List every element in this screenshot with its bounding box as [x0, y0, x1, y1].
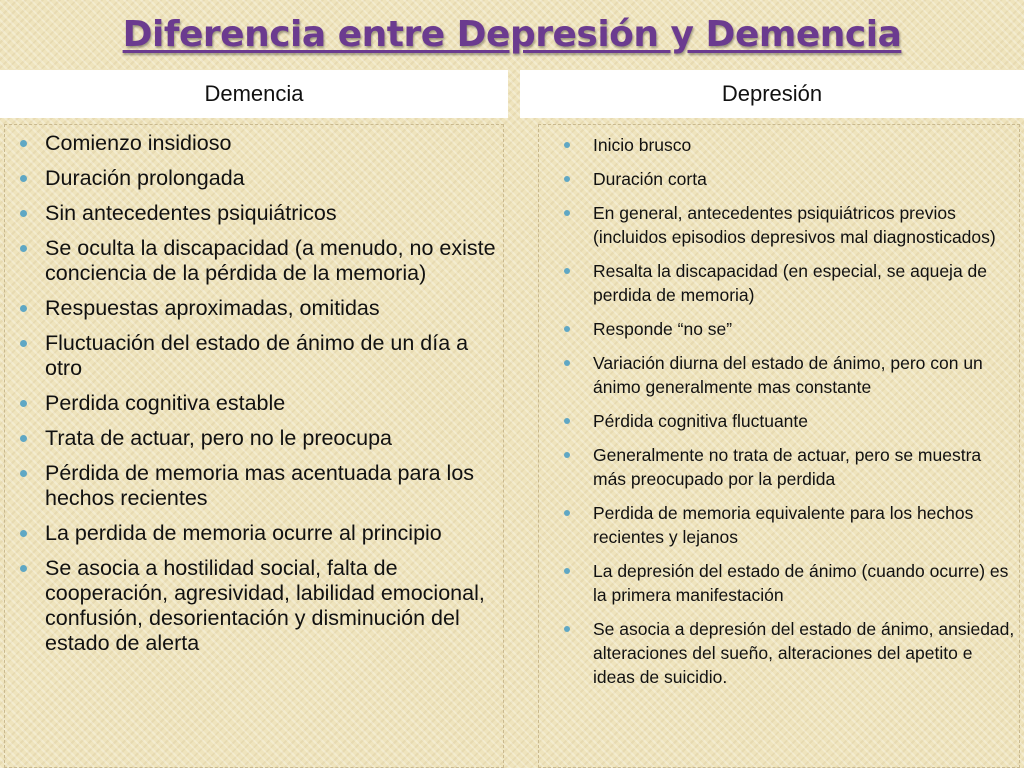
bullet-icon	[20, 435, 27, 442]
list-item	[17, 461, 497, 511]
list-item-text: Resalta la discapacidad (en especial, se aqueja de perdida de memoria)	[593, 261, 988, 305]
list-item	[561, 133, 1019, 157]
list-item-text: Sin antecedentes psiquiátricos	[45, 201, 337, 225]
bullet-icon	[20, 175, 27, 182]
list-item-text: Duración prolongada	[45, 166, 245, 190]
list-item	[17, 426, 497, 451]
list-item	[17, 521, 497, 546]
bullet-icon	[20, 245, 27, 252]
list-item-text: Se asocia a depresión del estado de ánimo, ansiedad, alteraciones del sueño, alteraciones del apetito e ideas de suicidio.	[593, 619, 1015, 687]
list-item	[17, 236, 497, 286]
list-item-text: Trata de actuar, pero no le preocupa	[45, 426, 393, 450]
list-item-text: Perdida de memoria equivalente para los hechos recientes y lejanos	[593, 503, 974, 547]
depresion-panel	[538, 124, 1020, 768]
list-item	[17, 131, 497, 156]
list-item	[17, 331, 497, 381]
list-item-text: Duración corta	[593, 169, 707, 189]
bullet-icon	[564, 452, 570, 458]
list-item	[561, 559, 1019, 607]
column-header-depresion: Depresión	[520, 70, 1024, 118]
list-item	[17, 296, 497, 321]
list-item	[561, 259, 1019, 307]
slide-title: Diferencia entre Depresión y Demencia	[122, 14, 902, 55]
list-item	[561, 317, 1019, 341]
bullet-icon	[564, 626, 570, 632]
bullet-icon	[20, 140, 27, 147]
demencia-list	[17, 131, 497, 666]
list-item-text: La depresión del estado de ánimo (cuando ocurre) es la primera manifestación	[593, 561, 1009, 605]
list-item	[561, 501, 1019, 549]
list-item	[17, 556, 497, 656]
column-header-demencia: Demencia	[0, 70, 508, 118]
list-item	[17, 201, 497, 226]
list-item	[561, 167, 1019, 191]
bullet-icon	[20, 530, 27, 537]
bullet-icon	[20, 565, 27, 572]
list-item-text: Pérdida cognitiva fluctuante	[593, 411, 808, 431]
list-item	[561, 201, 1019, 249]
list-item-text: Perdida cognitiva estable	[45, 391, 286, 415]
list-item-text: En general, antecedentes psiquiátricos previos (incluidos episodios depresivos mal diagnosticados)	[593, 203, 996, 247]
list-item-text: Pérdida de memoria mas acentuada para los hechos recientes	[45, 461, 475, 510]
list-item-text: Se asocia a hostilidad social, falta de cooperación, agresividad, labilidad emocional, confusión, desorientación y disminución del estado de alerta	[45, 556, 485, 655]
list-item-text: Inicio brusco	[593, 135, 692, 155]
bullet-icon	[20, 210, 27, 217]
list-item-text: Se oculta la discapacidad (a menudo, no existe conciencia de la pérdida de la memoria)	[45, 236, 496, 285]
list-item	[561, 617, 1019, 689]
list-item-text: Fluctuación del estado de ánimo de un día a otro	[45, 331, 469, 380]
depresion-list	[561, 133, 1019, 699]
bullet-icon	[564, 418, 570, 424]
list-item	[561, 351, 1019, 399]
bullet-icon	[564, 142, 570, 148]
list-item-text: Variación diurna del estado de ánimo, pero con un ánimo generalmente mas constante	[593, 353, 983, 397]
bullet-icon	[564, 176, 570, 182]
list-item	[17, 166, 497, 191]
bullet-icon	[20, 470, 27, 477]
demencia-panel	[4, 124, 504, 768]
list-item	[561, 409, 1019, 433]
bullet-icon	[564, 268, 570, 274]
list-item-text: Comienzo insidioso	[45, 131, 232, 155]
list-item-text: Respuestas aproximadas, omitidas	[45, 296, 380, 320]
bullet-icon	[564, 568, 570, 574]
list-item-text: Generalmente no trata de actuar, pero se muestra más preocupado por la perdida	[593, 445, 982, 489]
list-item	[561, 443, 1019, 491]
list-item-text: La perdida de memoria ocurre al principio	[45, 521, 442, 545]
bullet-icon	[20, 340, 27, 347]
bullet-icon	[20, 305, 27, 312]
list-item	[17, 391, 497, 416]
list-item-text: Responde “no se”	[593, 319, 733, 339]
bullet-icon	[564, 326, 570, 332]
bullet-icon	[20, 400, 27, 407]
bullet-icon	[564, 510, 570, 516]
bullet-icon	[564, 210, 570, 216]
bullet-icon	[564, 360, 570, 366]
